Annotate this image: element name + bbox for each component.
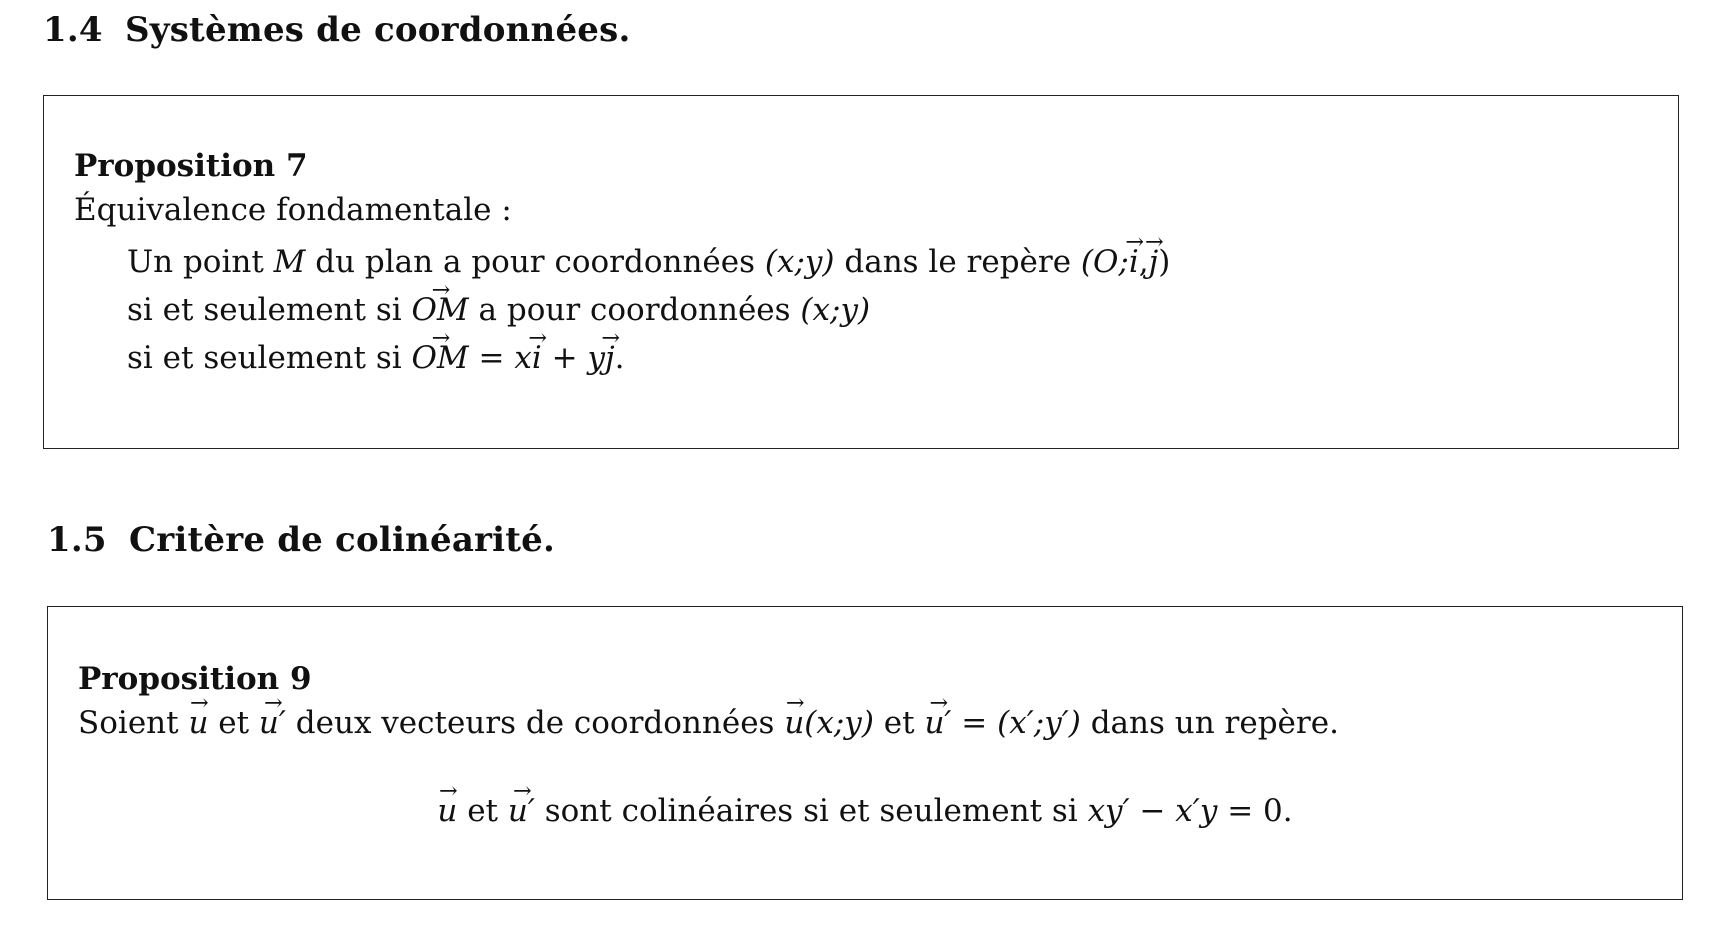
frame-open: (O; <box>1080 244 1129 280</box>
vector-u: → u <box>784 705 804 741</box>
equivalence-line-3 <box>127 340 624 376</box>
period: . <box>614 340 625 376</box>
equals-zero: = 0. <box>1217 793 1293 829</box>
point-m: M <box>273 244 306 280</box>
section-number: 1.4 <box>43 10 103 50</box>
section-title: Systèmes de coordonnées. <box>125 10 631 50</box>
frame-close: ) <box>1158 244 1171 280</box>
vector-i: → i <box>532 340 542 376</box>
equivalence-line-2 <box>127 292 870 328</box>
section-heading-1-4 <box>43 10 631 50</box>
proposition-intro: Équivalence fondamentale : <box>74 192 512 228</box>
vector-om: → OM <box>412 292 469 328</box>
vector-u-prime: → u′ <box>508 793 535 829</box>
proposition-7-box <box>43 95 1679 449</box>
equals-sign: = <box>468 340 515 376</box>
plus-sign: + <box>541 340 588 376</box>
section-number: 1.5 <box>47 520 107 560</box>
section-title: Critère de colinéarité. <box>129 520 556 560</box>
text-segment: et <box>457 793 508 829</box>
proposition-intro <box>78 705 1339 741</box>
proposition-title: Proposition 7 <box>74 148 308 184</box>
text-segment: si et seulement si <box>127 340 412 376</box>
text-segment: dans le repère <box>834 244 1081 280</box>
vector-u: → u <box>188 705 208 741</box>
vector-u-prime: → u′ <box>924 705 951 741</box>
proposition-9-box <box>47 606 1683 900</box>
vector-om: → OM <box>412 340 469 376</box>
frame-comma: , <box>1138 244 1149 280</box>
text-segment: et <box>208 705 259 741</box>
text-segment: dans un repère. <box>1080 705 1339 741</box>
text-segment: a pour coordonnées <box>468 292 801 328</box>
text-segment: Un point <box>127 244 274 280</box>
coordinates-u-prime: (x′;y′) <box>997 705 1081 741</box>
equivalence-line-1 <box>127 244 1170 280</box>
coordinates-xy: (x;y) <box>800 292 871 328</box>
vector-i: → i <box>1129 244 1139 280</box>
determinant-formula: xy′ − x′y <box>1087 793 1218 829</box>
scalar-x: x <box>514 340 532 376</box>
coordinates-xy: (x;y) <box>764 244 835 280</box>
scalar-y: y <box>587 340 605 376</box>
text-segment: deux vecteurs de coordonnées <box>285 705 785 741</box>
collinearity-criterion <box>48 793 1682 829</box>
equals-sign: = <box>951 705 998 741</box>
section-heading-1-5 <box>47 520 555 560</box>
text-segment: du plan a pour coordonnées <box>305 244 765 280</box>
vector-u-prime: → u′ <box>259 705 286 741</box>
vector-u: → u <box>437 793 457 829</box>
text-segment: et <box>873 705 925 741</box>
proposition-title: Proposition 9 <box>78 661 312 697</box>
vector-j: → j <box>605 340 615 376</box>
text-segment: sont colinéaires si et seulement si <box>534 793 1088 829</box>
vector-j: → j <box>1149 244 1159 280</box>
text-segment: Soient <box>78 705 189 741</box>
coordinates-u: (x;y) <box>804 705 874 741</box>
text-segment: si et seulement si <box>127 292 412 328</box>
